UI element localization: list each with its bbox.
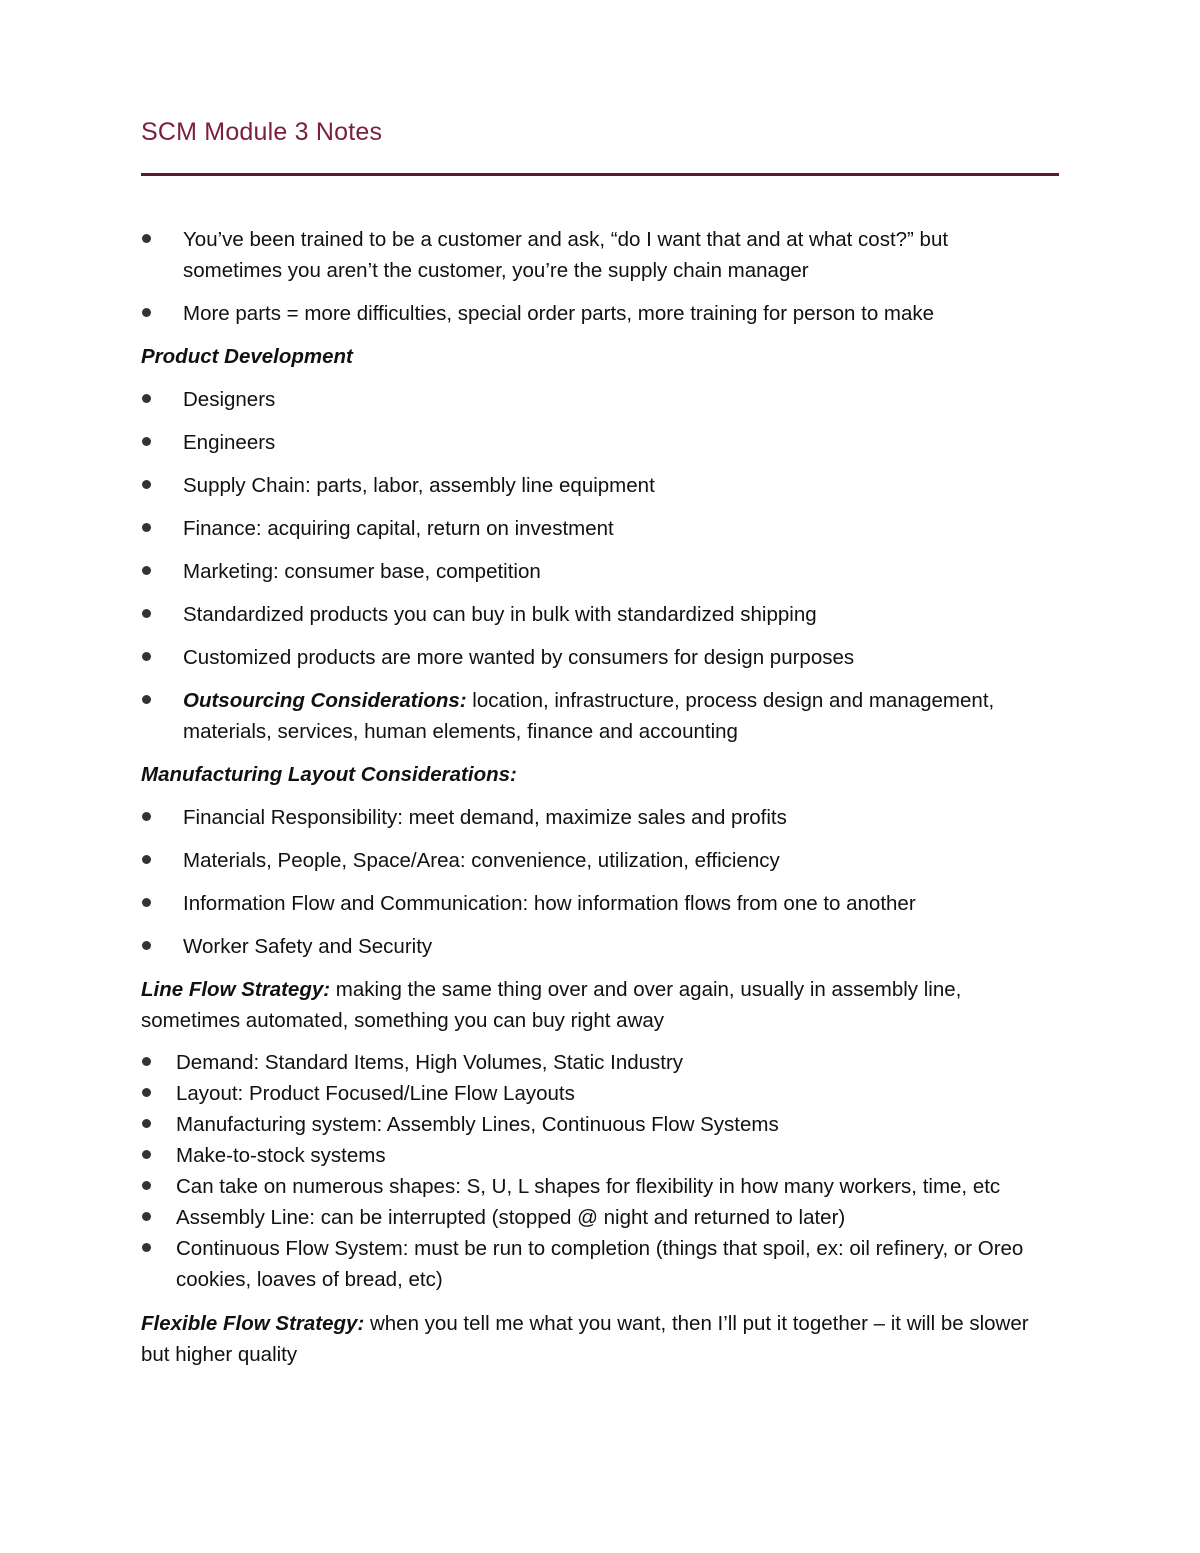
section-heading-product-development: Product Development	[141, 345, 353, 368]
list-item: You’ve been trained to be a customer and ask, “do I want that and at what cost?” but sometimes you aren’t the customer, you’re the supply chain manager	[141, 224, 1046, 286]
bullet-icon	[142, 812, 151, 821]
bullet-icon	[142, 480, 151, 489]
page-title: SCM Module 3 Notes	[141, 118, 383, 146]
list-item: Marketing: consumer base, competition	[141, 556, 1046, 587]
bullet-icon	[142, 394, 151, 403]
bullet-icon	[142, 1212, 151, 1221]
document-body	[141, 224, 1046, 1381]
list-item: Can take on numerous shapes: S, U, L shapes for flexibility in how many workers, time, etc	[141, 1171, 1046, 1202]
list-item-outsourcing: Outsourcing Considerations: location, infrastructure, process design and management, materials, services, human elements, finance and accounting	[141, 685, 1046, 747]
list-item: Manufacturing system: Assembly Lines, Continuous Flow Systems	[141, 1109, 1046, 1140]
bullet-icon	[142, 308, 151, 317]
bullet-icon	[142, 609, 151, 618]
bullet-icon	[142, 1243, 151, 1252]
title-divider	[141, 173, 1059, 176]
section-heading-manufacturing-layout: Manufacturing Layout Considerations:	[141, 763, 517, 786]
list-item: Make-to-stock systems	[141, 1140, 1046, 1171]
manufacturing-layout-list	[141, 802, 1046, 962]
list-item: Demand: Standard Items, High Volumes, Static Industry	[141, 1047, 1046, 1078]
bullet-icon	[142, 234, 151, 243]
intro-list	[141, 224, 1046, 329]
bullet-icon	[142, 652, 151, 661]
list-item: Standardized products you can buy in bulk with standardized shipping	[141, 599, 1046, 630]
list-item: Worker Safety and Security	[141, 931, 1046, 962]
list-item: Continuous Flow System: must be run to completion (things that spoil, ex: oil refinery, or Oreo cookies, loaves of bread, etc)	[141, 1233, 1046, 1295]
flexible-flow-label: Flexible Flow Strategy:	[141, 1312, 365, 1335]
list-item: Materials, People, Space/Area: convenience, utilization, efficiency	[141, 845, 1046, 876]
bullet-icon	[142, 1181, 151, 1190]
bullet-icon	[142, 1057, 151, 1066]
product-development-list	[141, 384, 1046, 747]
list-item: Supply Chain: parts, labor, assembly line equipment	[141, 470, 1046, 501]
bullet-icon	[142, 855, 151, 864]
outsourcing-label: Outsourcing Considerations:	[183, 689, 467, 712]
bullet-icon	[142, 523, 151, 532]
list-item: Engineers	[141, 427, 1046, 458]
line-flow-paragraph: Line Flow Strategy: making the same thing over and over again, usually in assembly line, sometimes automated, something you can buy right away	[141, 978, 962, 1032]
bullet-icon	[142, 1088, 151, 1097]
list-item: More parts = more difficulties, special order parts, more training for person to make	[141, 298, 1046, 329]
bullet-icon	[142, 898, 151, 907]
line-flow-label: Line Flow Strategy:	[141, 978, 331, 1001]
bullet-icon	[142, 1119, 151, 1128]
list-item: Designers	[141, 384, 1046, 415]
bullet-icon	[142, 941, 151, 950]
bullet-icon	[142, 566, 151, 575]
bullet-icon	[142, 695, 151, 704]
list-item: Finance: acquiring capital, return on investment	[141, 513, 1046, 544]
list-item: Layout: Product Focused/Line Flow Layouts	[141, 1078, 1046, 1109]
list-item: Assembly Line: can be interrupted (stopped @ night and returned to later)	[141, 1202, 1046, 1233]
flexible-flow-paragraph: Flexible Flow Strategy: when you tell me what you want, then I’ll put it together – it will be slower but higher quality	[141, 1312, 1029, 1366]
bullet-icon	[142, 437, 151, 446]
list-item: Financial Responsibility: meet demand, maximize sales and profits	[141, 802, 1046, 833]
list-item: Information Flow and Communication: how information flows from one to another	[141, 888, 1046, 919]
list-item: Customized products are more wanted by consumers for design purposes	[141, 642, 1046, 673]
bullet-icon	[142, 1150, 151, 1159]
line-flow-list	[141, 1047, 1046, 1295]
